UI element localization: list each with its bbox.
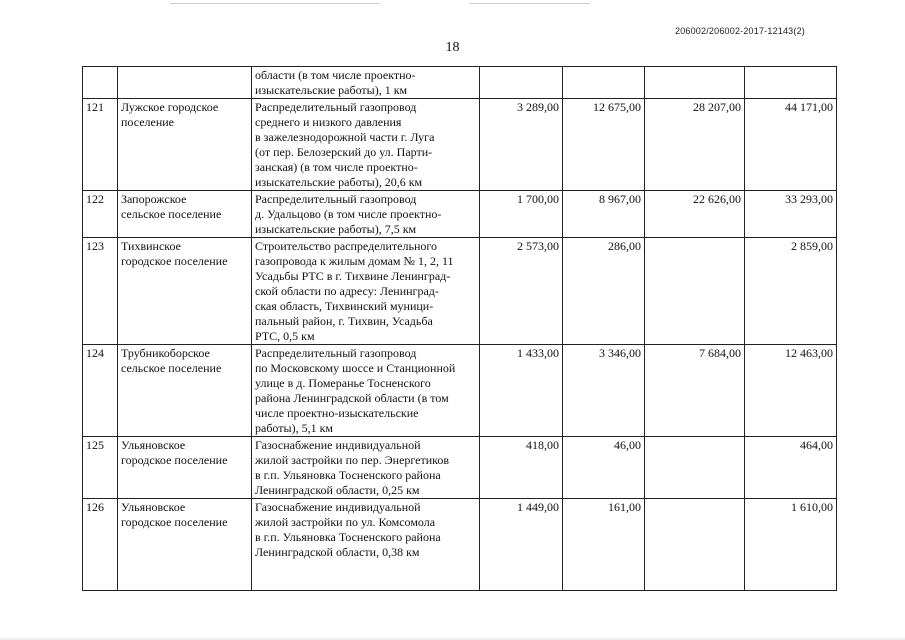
project-description: Распределительный газопровод среднего и низкого давления в зажелезнодорожной части г. Луга (от пер. Белозерский до ул. Парти- занская) (в том числе проектно- изыскательские работы), 20,6 км	[252, 99, 480, 191]
value-col-1: 418,00	[480, 437, 563, 499]
value-col-2: 286,00	[563, 238, 645, 345]
row-number: 122	[83, 191, 118, 238]
settlement-name: Лужское городское поселение	[118, 99, 252, 191]
total-value: 12 463,00	[745, 345, 837, 437]
value-col-1: 2 573,00	[480, 238, 563, 345]
value-col-2: 161,00	[563, 499, 645, 591]
value-col-2	[563, 67, 645, 99]
value-col-2: 3 346,00	[563, 345, 645, 437]
value-col-1: 1 433,00	[480, 345, 563, 437]
value-col-1: 1 449,00	[480, 499, 563, 591]
project-description: Распределительный газопровод д. Удальцово (в том числе проектно- изыскательские работы), 7,5 км	[252, 191, 480, 238]
value-col-3: 28 207,00	[645, 99, 745, 191]
scan-top-line-left	[170, 3, 380, 4]
settlement-name: Запорожское сельское поселение	[118, 191, 252, 238]
value-col-2: 46,00	[563, 437, 645, 499]
table-row	[83, 238, 837, 345]
row-number: 125	[83, 437, 118, 499]
value-col-3	[645, 238, 745, 345]
value-col-3: 22 626,00	[645, 191, 745, 238]
project-description: Газоснабжение индивидуальной жилой застройки по ул. Комсомола в г.п. Ульяновка Тосненского района Ленинградской области, 0,38 км	[252, 499, 480, 591]
total-value: 44 171,00	[745, 99, 837, 191]
value-col-1: 3 289,00	[480, 99, 563, 191]
total-value	[745, 67, 837, 99]
value-col-2: 12 675,00	[563, 99, 645, 191]
settlement-name	[118, 67, 252, 99]
scan-top-line-right	[470, 3, 590, 4]
total-value: 1 610,00	[745, 499, 837, 591]
settlement-name: Трубникоборское сельское поселение	[118, 345, 252, 437]
value-col-1	[480, 67, 563, 99]
table-row	[83, 67, 837, 99]
row-number: 123	[83, 238, 118, 345]
gas-pipeline-table	[82, 66, 837, 591]
total-value: 2 859,00	[745, 238, 837, 345]
value-col-3	[645, 499, 745, 591]
value-col-2: 8 967,00	[563, 191, 645, 238]
project-description: Распределительный газопровод по Московскому шоссе и Станционной улице в д. Померанье Тосненского района Ленинградской области (в том числе проектно-изыскательские работы), 5,1 км	[252, 345, 480, 437]
document-id: 206002/206002-2017-12143(2)	[674, 26, 805, 36]
table-row	[83, 437, 837, 499]
settlement-name: Ульяновское городское поселение	[118, 499, 252, 591]
row-number	[83, 67, 118, 99]
value-col-3	[645, 67, 745, 99]
settlement-name: Ульяновское городское поселение	[118, 437, 252, 499]
project-description: Газоснабжение индивидуальной жилой застройки по пер. Энергетиков в г.п. Ульяновка Тосненского района Ленинградской области, 0,25 км	[252, 437, 480, 499]
page-number: 18	[445, 40, 460, 55]
total-value: 33 293,00	[745, 191, 837, 238]
project-description: Строительство распределительного газопровода к жилым домам № 1, 2, 11 Усадьбы РТС в г. Тихвине Ленинград- ской области по адресу: Ленинград- ская область, Тихвинский муници- пальный район, г. Тихвин, Усадьба РТС, 0,5 км	[252, 238, 480, 345]
project-description: области (в том числе проектно- изыскательские работы), 1 км	[252, 67, 480, 99]
table-row	[83, 99, 837, 191]
table-row	[83, 345, 837, 437]
value-col-1: 1 700,00	[480, 191, 563, 238]
total-value: 464,00	[745, 437, 837, 499]
settlement-name: Тихвинское городское поселение	[118, 238, 252, 345]
row-number: 121	[83, 99, 118, 191]
table-row	[83, 499, 837, 591]
table-row	[83, 191, 837, 238]
row-number: 124	[83, 345, 118, 437]
value-col-3	[645, 437, 745, 499]
value-col-3: 7 684,00	[645, 345, 745, 437]
row-number: 126	[83, 499, 118, 591]
